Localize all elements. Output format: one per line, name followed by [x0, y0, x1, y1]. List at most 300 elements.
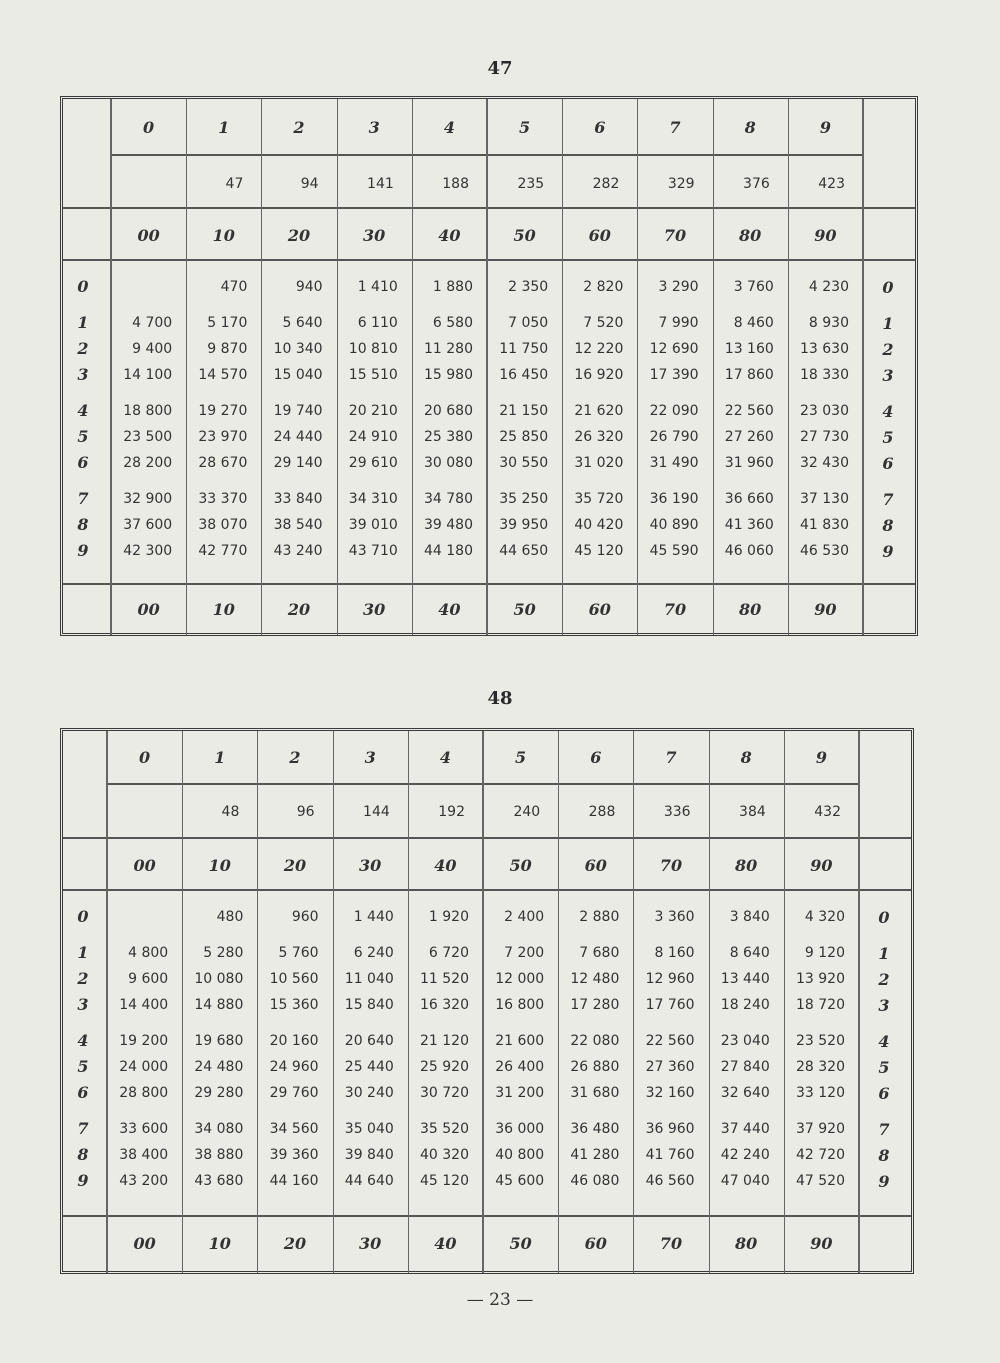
- digit-header: 0: [143, 117, 155, 137]
- product-value: 36 480: [570, 1121, 620, 1137]
- tens-footer: 00: [137, 599, 160, 619]
- digit-header: 6: [590, 747, 602, 767]
- multiple-value: 240: [513, 804, 541, 820]
- digit-header: 1: [218, 117, 230, 137]
- tens-footer: 60: [588, 599, 611, 619]
- digit-header: 3: [368, 117, 380, 137]
- multiple-value: 336: [663, 804, 691, 820]
- digit-header: 1: [214, 747, 226, 767]
- product-value: 21 150: [499, 403, 549, 419]
- tens-header: 50: [513, 225, 536, 245]
- product-value: 33 840: [273, 491, 323, 507]
- product-value: 24 910: [348, 429, 398, 445]
- product-value: 2 350: [508, 279, 549, 295]
- product-value: 19 680: [194, 1033, 244, 1049]
- product-value: 47 040: [720, 1173, 770, 1189]
- product-value: 14 880: [194, 997, 244, 1013]
- product-value: 24 480: [194, 1059, 244, 1075]
- product-value: 41 360: [724, 517, 774, 533]
- digit-header: 5: [515, 747, 527, 767]
- product-value: 22 560: [724, 403, 774, 419]
- product-value: 3 360: [654, 909, 695, 925]
- row-label-left: 1: [77, 943, 89, 962]
- row-label-right: 4: [878, 1032, 890, 1051]
- product-value: 8 160: [654, 945, 695, 961]
- product-value: 44 650: [499, 543, 549, 559]
- multiple-value: 96: [296, 804, 315, 820]
- product-value: 25 850: [499, 429, 549, 445]
- product-value: 24 960: [269, 1059, 319, 1075]
- product-value: 31 490: [649, 455, 699, 471]
- tens-header: 90: [814, 225, 837, 245]
- row-label-right: 5: [882, 428, 894, 447]
- column-divider: [858, 731, 860, 1273]
- product-value: 18 240: [720, 997, 770, 1013]
- multiplication-table-47: [60, 96, 918, 636]
- product-value: 7 680: [579, 945, 620, 961]
- product-value: 21 600: [495, 1033, 545, 1049]
- product-value: 7 050: [508, 315, 549, 331]
- tens-footer: 90: [810, 1233, 833, 1253]
- product-value: 13 440: [720, 971, 770, 987]
- product-value: 25 380: [423, 429, 473, 445]
- product-value: 17 390: [649, 367, 699, 383]
- product-value: 37 600: [123, 517, 173, 533]
- product-value: 30 080: [423, 455, 473, 471]
- product-value: 19 740: [273, 403, 323, 419]
- product-value: 39 840: [344, 1147, 394, 1163]
- row-label-right: 7: [878, 1120, 890, 1139]
- product-value: 24 440: [273, 429, 323, 445]
- product-value: 22 090: [649, 403, 699, 419]
- tens-footer: 90: [814, 599, 837, 619]
- multiple-value: 384: [739, 804, 766, 820]
- row-label-left: 4: [77, 401, 89, 420]
- row-label-right: 4: [882, 402, 894, 421]
- multiple-value: 282: [592, 176, 620, 192]
- multiple-value: 94: [300, 176, 319, 192]
- product-value: 38 540: [273, 517, 323, 533]
- product-value: 13 160: [724, 341, 774, 357]
- tens-footer: 40: [438, 599, 461, 619]
- tens-header: 60: [584, 855, 607, 875]
- product-value: 32 430: [799, 455, 849, 471]
- tens-footer: 80: [739, 599, 762, 619]
- product-value: 44 160: [269, 1173, 319, 1189]
- product-value: 47 520: [795, 1173, 845, 1189]
- multiple-value: 432: [814, 804, 841, 820]
- tens-footer: 20: [283, 1233, 307, 1253]
- product-value: 23 970: [198, 429, 248, 445]
- product-value: 30 240: [344, 1085, 394, 1101]
- product-value: 18 800: [123, 403, 173, 419]
- product-value: 42 720: [795, 1147, 845, 1163]
- product-value: 1 920: [428, 909, 469, 925]
- product-value: 37 920: [795, 1121, 845, 1137]
- product-value: 42 770: [198, 543, 248, 559]
- product-value: 9 600: [128, 971, 169, 987]
- digit-header: 9: [819, 117, 831, 137]
- row-label-right: 0: [882, 278, 894, 297]
- product-value: 21 120: [419, 1033, 469, 1049]
- table-title-48: 48: [487, 688, 513, 709]
- tens-footer: 00: [133, 1233, 156, 1253]
- digit-header: 8: [744, 117, 756, 137]
- product-value: 10 560: [269, 971, 319, 987]
- product-value: 28 200: [123, 455, 173, 471]
- tens-header: 80: [739, 225, 762, 245]
- product-value: 940: [295, 279, 323, 295]
- product-value: 40 320: [419, 1147, 469, 1163]
- row-label-left: 0: [77, 907, 89, 926]
- tens-header: 00: [137, 225, 160, 245]
- product-value: 44 180: [423, 543, 473, 559]
- row-label-left: 2: [77, 339, 89, 358]
- tens-header: 70: [663, 225, 687, 245]
- product-value: 36 000: [495, 1121, 545, 1137]
- product-value: 16 920: [574, 367, 624, 383]
- tens-header: 20: [283, 855, 307, 875]
- product-value: 9 400: [132, 341, 173, 357]
- product-value: 1 440: [353, 909, 394, 925]
- product-value: 16 800: [495, 997, 545, 1013]
- row-label-left: 9: [77, 1171, 89, 1190]
- product-value: 45 120: [574, 543, 624, 559]
- product-value: 40 420: [574, 517, 624, 533]
- digit-header: 2: [289, 747, 301, 767]
- product-value: 16 320: [419, 997, 469, 1013]
- product-value: 39 360: [269, 1147, 319, 1163]
- product-value: 42 240: [720, 1147, 770, 1163]
- product-value: 28 320: [795, 1059, 845, 1075]
- multiplication-table-48: [60, 728, 914, 1274]
- tens-header: 30: [359, 855, 382, 875]
- product-value: 3 760: [733, 279, 774, 295]
- row-label-left: 8: [77, 515, 89, 534]
- tens-header: 90: [810, 855, 833, 875]
- tens-header: 00: [133, 855, 156, 875]
- product-value: 20 160: [269, 1033, 319, 1049]
- row-label-left: 3: [77, 995, 89, 1014]
- product-value: 5 640: [282, 315, 323, 331]
- row-label-right: 2: [882, 340, 894, 359]
- product-value: 30 720: [419, 1085, 469, 1101]
- product-value: 9 120: [804, 945, 845, 961]
- product-value: 22 080: [570, 1033, 620, 1049]
- product-value: 4 230: [808, 279, 849, 295]
- product-value: 33 120: [795, 1085, 845, 1101]
- product-value: 20 680: [423, 403, 473, 419]
- row-label-left: 7: [77, 1119, 89, 1138]
- tens-header: 70: [659, 855, 683, 875]
- product-value: 38 880: [194, 1147, 244, 1163]
- product-value: 43 200: [119, 1173, 169, 1189]
- product-value: 46 080: [570, 1173, 620, 1189]
- tens-footer: 80: [735, 1233, 758, 1253]
- product-value: 14 570: [198, 367, 248, 383]
- product-value: 3 290: [658, 279, 699, 295]
- product-value: 7 520: [583, 315, 624, 331]
- product-value: 4 320: [804, 909, 845, 925]
- tens-footer: 10: [212, 599, 235, 619]
- product-value: 32 160: [645, 1085, 695, 1101]
- row-label-right: 8: [878, 1146, 890, 1165]
- product-value: 2 820: [583, 279, 624, 295]
- row-label-right: 3: [882, 366, 894, 385]
- product-value: 15 840: [344, 997, 394, 1013]
- row-label-right: 6: [882, 454, 894, 473]
- product-value: 30 550: [499, 455, 549, 471]
- tens-header: 10: [208, 855, 231, 875]
- product-value: 37 440: [720, 1121, 770, 1137]
- product-value: 9 870: [207, 341, 248, 357]
- row-label-right: 7: [882, 490, 894, 509]
- row-label-left: 1: [77, 313, 89, 332]
- product-value: 39 950: [499, 517, 549, 533]
- row-label-right: 1: [882, 314, 894, 333]
- product-value: 1 880: [432, 279, 473, 295]
- product-value: 23 500: [123, 429, 173, 445]
- product-value: 40 890: [649, 517, 699, 533]
- product-value: 4 800: [128, 945, 169, 961]
- product-value: 36 190: [649, 491, 699, 507]
- tens-header: 50: [509, 855, 532, 875]
- multiple-value: 235: [517, 176, 545, 192]
- multiple-value: 288: [588, 804, 616, 820]
- product-value: 27 840: [720, 1059, 770, 1075]
- product-value: 17 280: [570, 997, 620, 1013]
- product-value: 26 400: [495, 1059, 545, 1075]
- product-value: 19 200: [119, 1033, 169, 1049]
- product-value: 10 340: [273, 341, 323, 357]
- product-value: 38 400: [119, 1147, 169, 1163]
- product-value: 43 240: [273, 543, 323, 559]
- product-value: 20 640: [344, 1033, 394, 1049]
- row-label-left: 7: [77, 489, 89, 508]
- tens-header: 80: [735, 855, 758, 875]
- row-label-right: 3: [878, 996, 890, 1015]
- digit-header: 2: [293, 117, 305, 137]
- row-label-right: 6: [878, 1084, 890, 1103]
- product-value: 7 990: [658, 315, 699, 331]
- tens-footer: 70: [663, 599, 687, 619]
- tens-header: 20: [287, 225, 311, 245]
- product-value: 5 280: [203, 945, 244, 961]
- product-value: 26 790: [649, 429, 699, 445]
- multiple-value: 48: [221, 804, 240, 820]
- product-value: 27 260: [724, 429, 774, 445]
- row-label-right: 9: [878, 1172, 890, 1191]
- product-value: 23 520: [795, 1033, 845, 1049]
- multiple-value: 144: [363, 804, 390, 820]
- product-value: 36 660: [724, 491, 774, 507]
- multiple-value: 376: [743, 176, 770, 192]
- product-value: 15 510: [348, 367, 398, 383]
- tens-footer: 40: [434, 1233, 457, 1253]
- tens-footer: 50: [509, 1233, 532, 1253]
- row-label-left: 6: [77, 453, 89, 472]
- row-label-left: 6: [77, 1083, 89, 1102]
- product-value: 20 210: [348, 403, 398, 419]
- tens-footer: 20: [287, 599, 311, 619]
- product-value: 16 450: [499, 367, 549, 383]
- product-value: 14 400: [119, 997, 169, 1013]
- page-number: — 23 —: [466, 1290, 534, 1310]
- product-value: 28 670: [198, 455, 248, 471]
- row-label-left: 5: [77, 427, 89, 446]
- product-value: 8 930: [808, 315, 849, 331]
- product-value: 25 920: [419, 1059, 469, 1075]
- product-value: 35 720: [574, 491, 624, 507]
- product-value: 12 220: [574, 341, 624, 357]
- row-label-right: 9: [882, 542, 894, 561]
- row-label-right: 8: [882, 516, 894, 535]
- product-value: 480: [216, 909, 244, 925]
- product-value: 15 360: [269, 997, 319, 1013]
- tens-footer: 70: [659, 1233, 683, 1253]
- row-label-right: 5: [878, 1058, 890, 1077]
- tens-footer: 60: [584, 1233, 607, 1253]
- product-value: 36 960: [645, 1121, 695, 1137]
- product-value: 5 170: [207, 315, 248, 331]
- product-value: 6 110: [357, 315, 398, 331]
- tens-header: 40: [434, 855, 457, 875]
- product-value: 12 000: [495, 971, 545, 987]
- product-value: 31 020: [574, 455, 624, 471]
- product-value: 45 590: [649, 543, 699, 559]
- product-value: 41 830: [799, 517, 849, 533]
- digit-header: 7: [669, 117, 681, 137]
- product-value: 35 250: [499, 491, 549, 507]
- product-value: 13 920: [795, 971, 845, 987]
- tens-header: 30: [363, 225, 386, 245]
- product-value: 11 280: [423, 341, 473, 357]
- product-value: 21 620: [574, 403, 624, 419]
- product-value: 42 300: [123, 543, 173, 559]
- product-value: 12 690: [649, 341, 699, 357]
- product-value: 43 680: [194, 1173, 244, 1189]
- product-value: 11 750: [499, 341, 549, 357]
- product-value: 46 060: [724, 543, 774, 559]
- digit-header: 7: [665, 747, 677, 767]
- tens-footer: 30: [363, 599, 386, 619]
- product-value: 470: [220, 279, 248, 295]
- product-value: 41 280: [570, 1147, 620, 1163]
- product-value: 39 010: [348, 517, 398, 533]
- product-value: 28 800: [119, 1085, 169, 1101]
- row-label-left: 0: [77, 277, 89, 296]
- tens-footer: 10: [208, 1233, 231, 1253]
- product-value: 8 640: [729, 945, 770, 961]
- product-value: 29 760: [269, 1085, 319, 1101]
- product-value: 26 880: [570, 1059, 620, 1075]
- product-value: 960: [291, 909, 319, 925]
- product-value: 12 480: [570, 971, 620, 987]
- digit-header: 5: [519, 117, 531, 137]
- product-value: 38 070: [198, 517, 248, 533]
- row-label-left: 5: [77, 1057, 89, 1076]
- product-value: 34 310: [348, 491, 398, 507]
- digit-header: 6: [594, 117, 606, 137]
- row-label-left: 4: [77, 1031, 89, 1050]
- product-value: 25 440: [344, 1059, 394, 1075]
- product-value: 3 840: [729, 909, 770, 925]
- product-value: 23 040: [720, 1033, 770, 1049]
- product-value: 34 080: [194, 1121, 244, 1137]
- row-label-right: 0: [878, 908, 890, 927]
- product-value: 12 960: [645, 971, 695, 987]
- tens-footer: 50: [513, 599, 536, 619]
- row-label-left: 8: [77, 1145, 89, 1164]
- column-divider: [862, 99, 864, 635]
- product-value: 31 680: [570, 1085, 620, 1101]
- digit-header: 3: [364, 747, 376, 767]
- product-value: 22 560: [645, 1033, 695, 1049]
- multiple-value: 47: [225, 176, 244, 192]
- digit-header: 8: [740, 747, 752, 767]
- product-value: 44 640: [344, 1173, 394, 1189]
- product-value: 11 520: [419, 971, 469, 987]
- product-value: 29 610: [348, 455, 398, 471]
- row-label-right: 2: [878, 970, 890, 989]
- product-value: 45 120: [419, 1173, 469, 1189]
- product-value: 29 280: [194, 1085, 244, 1101]
- product-value: 2 880: [579, 909, 620, 925]
- product-value: 17 860: [724, 367, 774, 383]
- product-value: 26 320: [574, 429, 624, 445]
- product-value: 18 720: [795, 997, 845, 1013]
- product-value: 10 080: [194, 971, 244, 987]
- product-value: 5 760: [278, 945, 319, 961]
- product-value: 14 100: [123, 367, 173, 383]
- product-value: 7 200: [504, 945, 545, 961]
- product-value: 27 360: [645, 1059, 695, 1075]
- product-value: 19 270: [198, 403, 248, 419]
- product-value: 2 400: [504, 909, 545, 925]
- row-label-right: 1: [878, 944, 890, 963]
- multiple-value: 188: [442, 176, 469, 192]
- product-value: 37 130: [799, 491, 849, 507]
- digit-header: 4: [439, 747, 451, 767]
- digit-header: 4: [443, 117, 455, 137]
- digit-header: 9: [815, 747, 827, 767]
- product-value: 13 630: [799, 341, 849, 357]
- product-value: 1 410: [357, 279, 398, 295]
- product-value: 40 800: [495, 1147, 545, 1163]
- tens-header: 10: [212, 225, 235, 245]
- product-value: 46 530: [799, 543, 849, 559]
- tens-footer: 30: [359, 1233, 382, 1253]
- row-label-left: 3: [77, 365, 89, 384]
- product-value: 15 040: [273, 367, 323, 383]
- product-value: 43 710: [348, 543, 398, 559]
- multiple-value: 329: [667, 176, 695, 192]
- product-value: 31 960: [724, 455, 774, 471]
- product-value: 35 040: [344, 1121, 394, 1137]
- product-value: 33 370: [198, 491, 248, 507]
- product-value: 24 000: [119, 1059, 169, 1075]
- table-title-47: 47: [487, 58, 513, 79]
- tens-header: 40: [438, 225, 461, 245]
- product-value: 18 330: [799, 367, 849, 383]
- multiple-value: 192: [438, 804, 465, 820]
- digit-header: 0: [139, 747, 151, 767]
- product-value: 6 720: [428, 945, 469, 961]
- product-value: 11 040: [344, 971, 394, 987]
- product-value: 4 700: [132, 315, 173, 331]
- product-value: 33 600: [119, 1121, 169, 1137]
- product-value: 41 760: [645, 1147, 695, 1163]
